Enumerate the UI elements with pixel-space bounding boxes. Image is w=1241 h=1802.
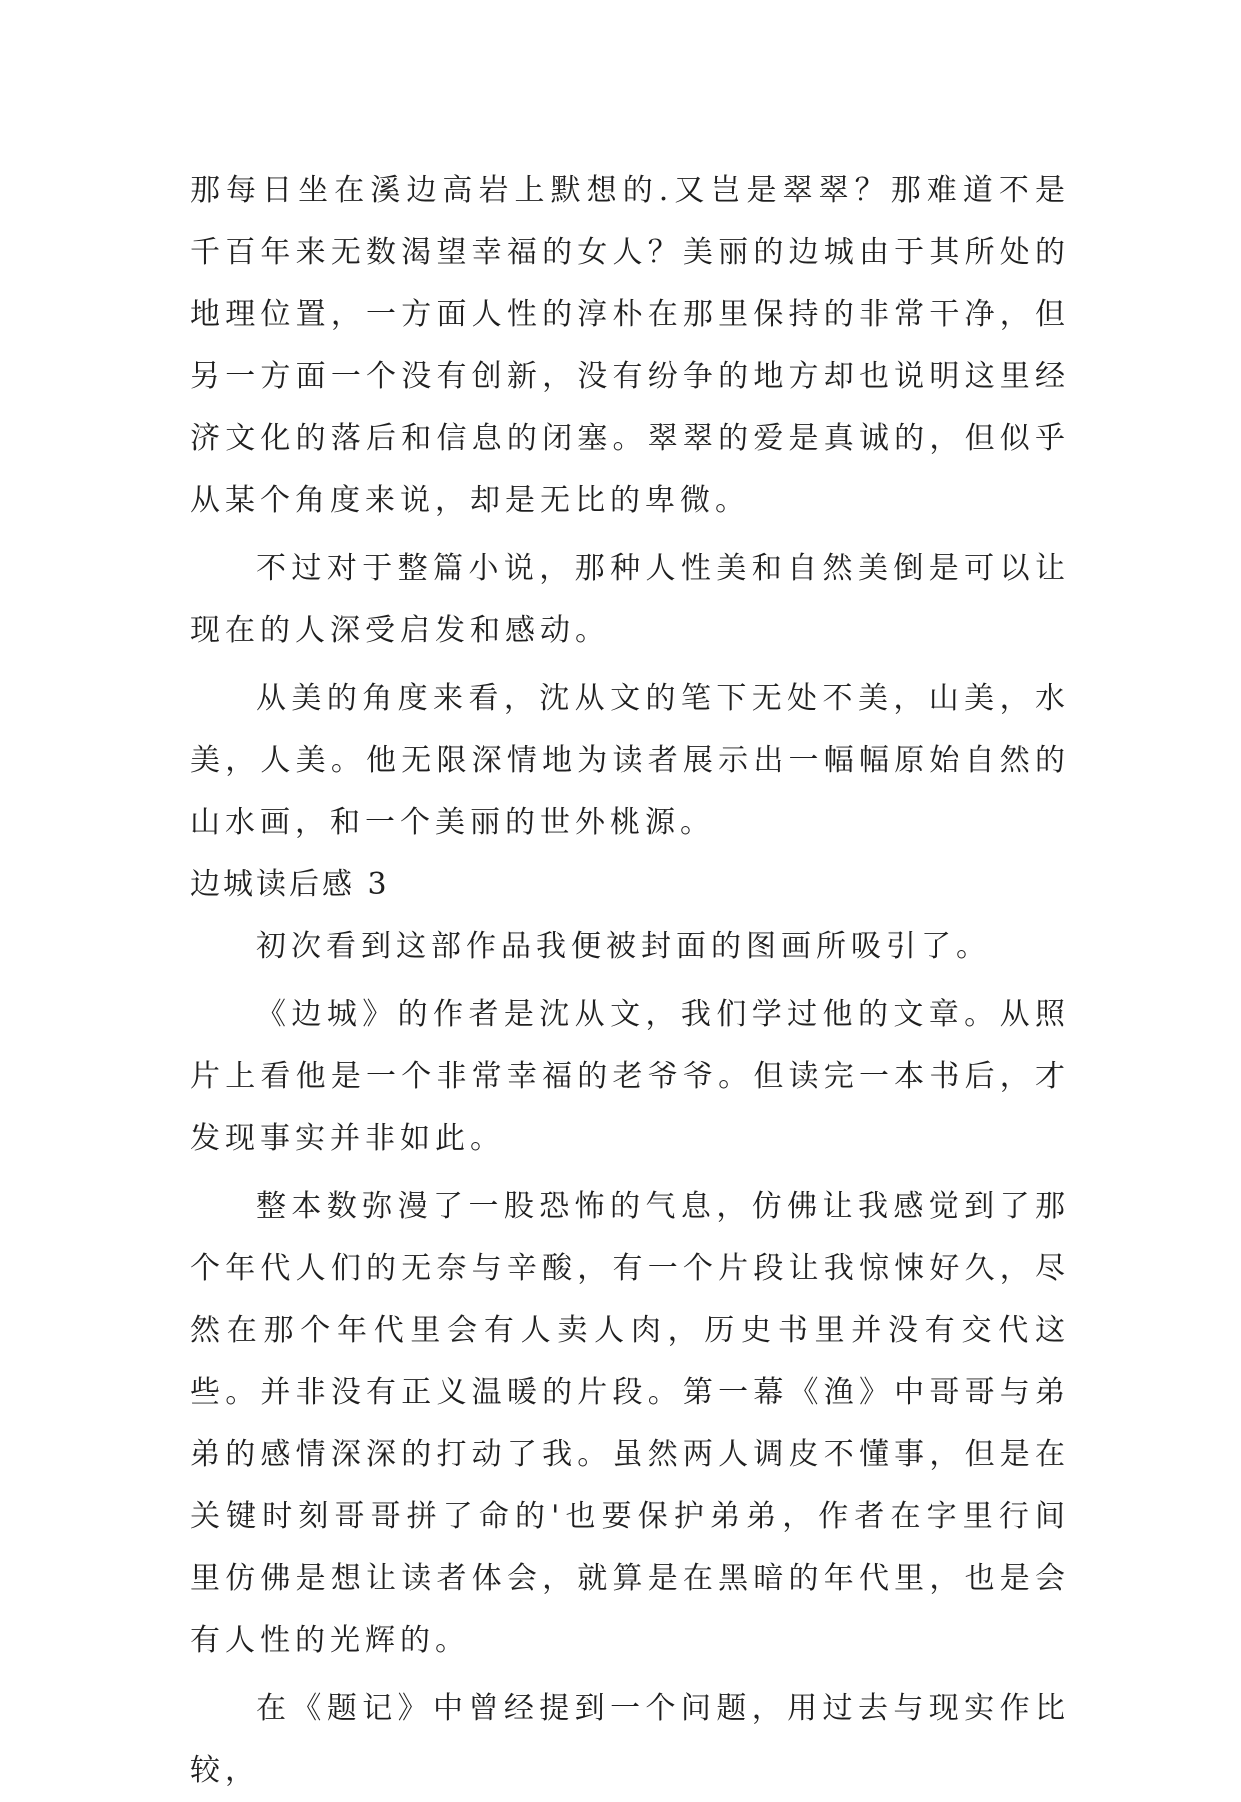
- paragraph-7: 在《题记》中曾经提到一个问题，用过去与现实作比较，: [190, 1691, 1070, 1788]
- document-body: [190, 160, 1070, 1802]
- paragraph-3: 从美的角度来看，沈从文的笔下无处不美，山美，水美，人美。他无限深情地为读者展示出一幅幅原始自然的山水画，和一个美丽的世外桃源。: [190, 681, 1070, 840]
- paragraph-2: 不过对于整篇小说，那种人性美和自然美倒是可以让现在的人深受启发和感动。: [190, 551, 1070, 648]
- paragraph-4: 初次看到这部作品我便被封面的图画所吸引了。: [256, 929, 991, 964]
- paragraph-1: 那每日坐在溪边高岩上默想的.又岂是翠翠？那难道不是千百年来无数渴望幸福的女人？美丽的边城由于其所处的地理位置，一方面人性的淳朴在那里保持的非常干净，但另一方面一个没有创新，没有纷争的地方却也说明这里经济文化的落后和信息的闭塞。翠翠的爱是真诚的，但似乎从某个角度来说，却是无比的卑微。: [190, 173, 1070, 518]
- section-heading: 边城读后感 3: [190, 867, 390, 902]
- paragraph-5: 《边城》的作者是沈从文，我们学过他的文章。从照片上看他是一个非常幸福的老爷爷。但读完一本书后，才发现事实并非如此。: [190, 997, 1070, 1156]
- paragraph-6: 整本数弥漫了一股恐怖的气息，仿佛让我感觉到了那个年代人们的无奈与辛酸，有一个片段让我惊悚好久，尽然在那个年代里会有人卖人肉，历史书里并没有交代这些。并非没有正义温暖的片段。第一幕《渔》中哥哥与弟弟的感情深深的打动了我。虽然两人调皮不懂事，但是在关键时刻哥哥拼了命的'也要保护弟弟，作者在字里行间里仿佛是想让读者体会，就算是在黑暗的年代里，也是会有人性的光辉的。: [190, 1189, 1070, 1658]
